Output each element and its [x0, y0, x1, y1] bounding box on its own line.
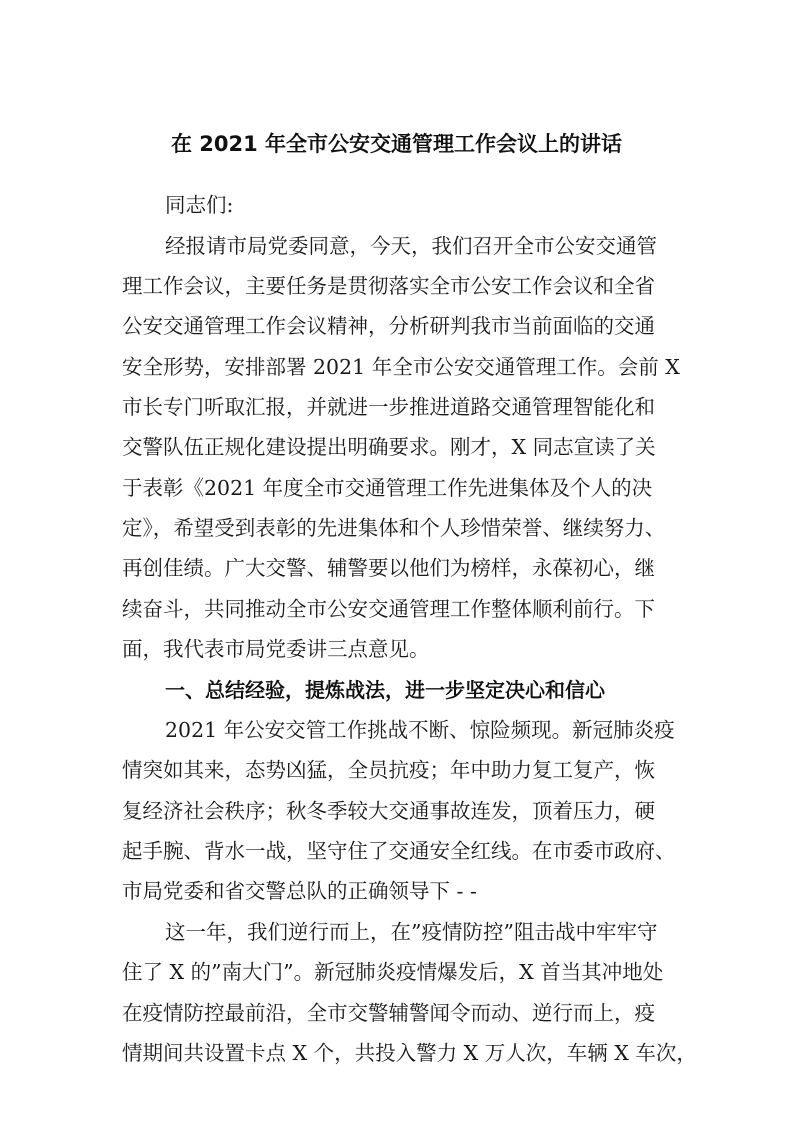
paragraph-line: 住了 X 的”南大门”。新冠肺炎疫情爆发后，X 首当其冲地处: [122, 960, 664, 984]
paragraph-line: 公安交通管理工作会议精神，分析研判我市当前面临的交通: [122, 314, 655, 338]
paragraph-line: 理工作会议，主要任务是贯彻落实全市公安工作会议和全省: [122, 274, 655, 298]
paragraph-line: 交警队伍正规化建设提出明确要求。刚才，X 同志宣读了关: [122, 435, 656, 459]
salutation: 同志们:: [165, 193, 234, 217]
paragraph-line: 续奋斗，共同推动全市公安交通管理工作整体顺利前行。下: [122, 597, 655, 621]
paragraph-line: 这一年，我们逆行而上，在”疫情防控”阻击战中牢牢守: [165, 920, 658, 944]
paragraph-line: 复经济社会秩序；秋冬季较大交通事故连发，顶着压力，硬: [122, 799, 655, 823]
paragraph-line: 市长专门听取汇报，并就进一步推进道路交通管理智能化和: [122, 395, 655, 419]
paragraph-line: 安全形势，安排部署 2021 年全市公安交通管理工作。会前 X: [122, 355, 680, 379]
paragraph-line: 市局党委和省交警总队的正确领导下 - -: [122, 879, 477, 903]
paragraph-line: 情期间共设置卡点 X 个，共投入警力 X 万人次，车辆 X 车次，: [122, 1041, 697, 1065]
paragraph-line: 2021 年公安交管工作挑战不断、惊险频现。新冠肺炎疫: [165, 718, 675, 742]
paragraph-line: 经报请市局党委同意，今天，我们召开全市公安交通管: [165, 234, 657, 258]
paragraph-line: 定》，希望受到表彰的先进集体和个人珍惜荣誉、继续努力、: [122, 516, 666, 540]
paragraph-line: 在疫情防控最前沿，全市交警辅警闻令而动、逆行而上，疫: [122, 1001, 655, 1025]
page-title: 在 2021 年全市公安交通管理工作会议上的讲话: [170, 132, 623, 156]
paragraph-line: 于表彰《2021 年度全市交通管理工作先进集体及个人的决: [122, 476, 653, 500]
section-heading: 一、总结经验，提炼战法，进一步坚定决心和信心: [165, 678, 605, 702]
paragraph-line: 情突如其来，态势凶猛，全员抗疫；年中助力复工复产，恢: [122, 758, 655, 782]
paragraph-line: 面，我代表市局党委讲三点意见。: [122, 637, 430, 661]
paragraph-line: 起手腕、背水一战，坚守住了交通安全红线。在市委市政府、: [122, 839, 676, 863]
paragraph-line: 再创佳绩。广大交警、辅警要以他们为榜样，永葆初心，继: [122, 556, 655, 580]
